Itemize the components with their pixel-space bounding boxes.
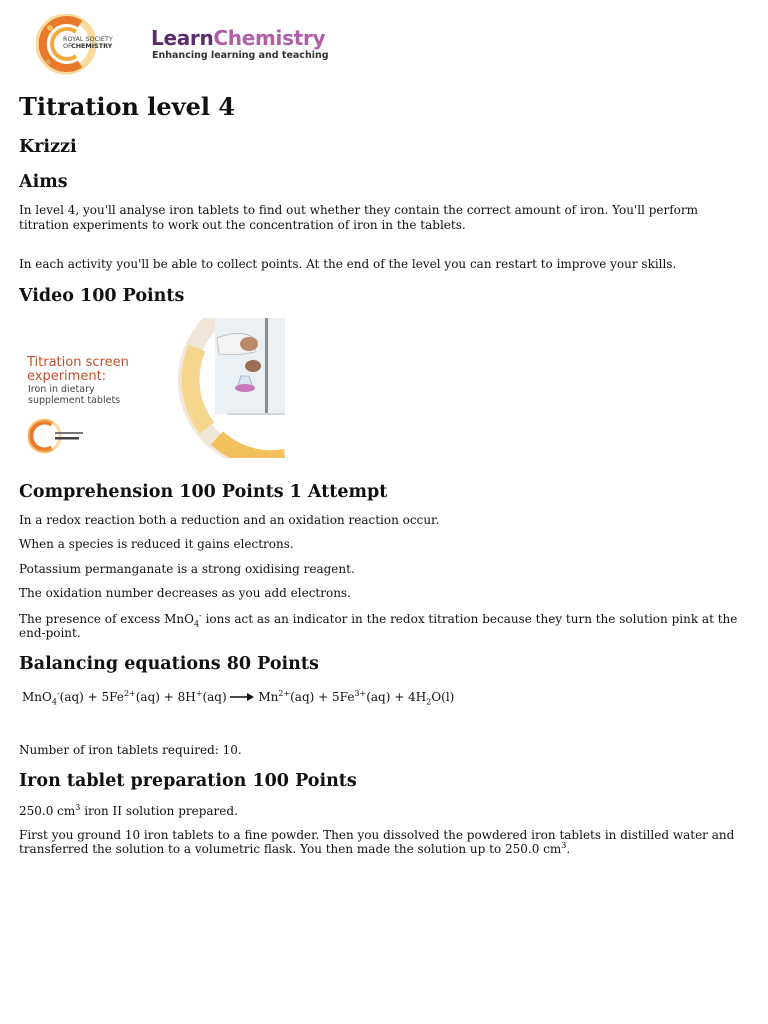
learn-chemistry-wordmark	[151, 26, 329, 50]
eq-fe2-sup: 2+	[123, 688, 136, 698]
s5-subscript: 4	[193, 618, 200, 628]
eq-water: 4H	[408, 689, 427, 704]
eq-mn: Mn	[258, 689, 279, 704]
brand-chemistry: Chemistry	[213, 26, 326, 50]
eq-water-sub: 2	[426, 696, 432, 706]
iron-p2-pre: First you ground 10 iron tablets to a fine powder. Then you dissolved the powdered iron tablets in distilled water and transferred the solution to a volumetric flask. You then made the solution up to 250.0 cm	[19, 827, 735, 856]
iron-p1-sup: 3	[75, 803, 81, 812]
s5-text-pre: The presence of excess MnO	[19, 611, 194, 626]
eq-mno4-state: (aq)	[59, 689, 84, 704]
eq-mno4: MnO	[22, 689, 52, 704]
eq-plus-1: +	[83, 689, 102, 704]
s5-superscript: -	[199, 610, 202, 620]
eq-mn-sup: 2+	[278, 688, 291, 698]
video-thumb-rsc-logo	[28, 418, 88, 454]
rsc-logo-line-2: OF	[63, 42, 72, 50]
comprehension-statement-5	[19, 612, 749, 641]
eq-h-sup: +	[195, 688, 203, 698]
iron-prep-heading: Iron tablet preparation 100 Points	[19, 771, 357, 791]
rsc-logo-line-1: ROYAL SOCIETY	[63, 35, 113, 43]
video-thumb-title	[27, 356, 129, 384]
eq-plus-3: +	[314, 689, 333, 704]
video-thumb-sub-line-1: Iron in dietary	[28, 383, 95, 395]
video-thumb-sub-line-2: supplement tablets	[28, 394, 121, 406]
eq-mn-state: (aq)	[290, 689, 315, 704]
author-name: Krizzi	[19, 137, 77, 157]
eq-h-state: (aq)	[202, 689, 227, 704]
eq-fe2: 5Fe	[101, 689, 124, 704]
eq-fe3-sup: 3+	[354, 688, 367, 698]
video-thumb-title-line-1: Titration screen	[27, 354, 129, 370]
iron-p2-sup: 3	[561, 841, 567, 850]
iron-p2-post: .	[566, 842, 571, 856]
video-thumb-subtitle	[28, 384, 120, 406]
eq-fe3: 5Fe	[332, 689, 355, 704]
video-thumb-title-line-2: experiment:	[27, 368, 107, 384]
iron-p1-pre: 250.0 cm	[19, 804, 76, 818]
iron-p1-post: iron II solution prepared.	[80, 804, 238, 818]
learn-chemistry-logo	[151, 26, 329, 62]
eq-plus-4: +	[390, 689, 409, 704]
comprehension-statement-1: In a redox reaction both a reduction and an oxidation reaction occur.	[19, 512, 440, 527]
rsc-logo	[36, 14, 132, 76]
comprehension-heading: Comprehension 100 Points 1 Attempt	[19, 481, 388, 502]
eq-mno4-sub: 4	[51, 696, 57, 706]
comprehension-statement-3: Potassium permanganate is a strong oxidising reagent.	[19, 561, 355, 576]
balanced-equation	[22, 690, 749, 704]
video-thumbnail[interactable]	[19, 318, 285, 458]
balancing-heading: Balancing equations 80 Points	[19, 653, 319, 674]
rsc-logo-line-3: CHEMISTRY	[71, 42, 113, 50]
reaction-arrow-icon	[230, 692, 254, 702]
eq-mno4-sup: -	[56, 688, 60, 698]
iron-prep-paragraph-2	[19, 828, 749, 857]
eq-plus-2: +	[159, 689, 178, 704]
aims-heading: Aims	[19, 172, 68, 192]
brand-learn: Learn	[151, 26, 214, 50]
iron-prep-paragraph-1	[19, 804, 749, 819]
comprehension-statement-4: The oxidation number decreases as you add electrons.	[19, 586, 351, 600]
header	[19, 0, 749, 84]
s5-text-post: ions act as an indicator in the redox titration because they turn the solution pink at the end-point.	[19, 611, 738, 640]
eq-fe2-state: (aq)	[135, 689, 160, 704]
aims-paragraph-1: In level 4, you'll analyse iron tablets to find out whether they contain the correct amount of iron. You'll perform titration experiments to work out the concentration of iron in the tablets.	[19, 203, 699, 232]
eq-water-rest: O(l)	[431, 689, 455, 704]
eq-h: 8H	[177, 689, 196, 704]
comprehension-statement-2: When a species is reduced it gains electrons.	[19, 537, 294, 551]
aims-paragraph-2: In each activity you'll be able to collect points. At the end of the level you can restart to improve your skills.	[19, 257, 677, 271]
video-heading: Video 100 Points	[19, 285, 185, 306]
titration-image	[157, 318, 285, 458]
eq-fe3-state: (aq)	[366, 689, 391, 704]
brand-tagline: Enhancing learning and teaching	[152, 50, 329, 61]
page-title: Titration level 4	[19, 92, 236, 121]
tablets-required: Number of iron tablets required: 10.	[19, 742, 242, 757]
